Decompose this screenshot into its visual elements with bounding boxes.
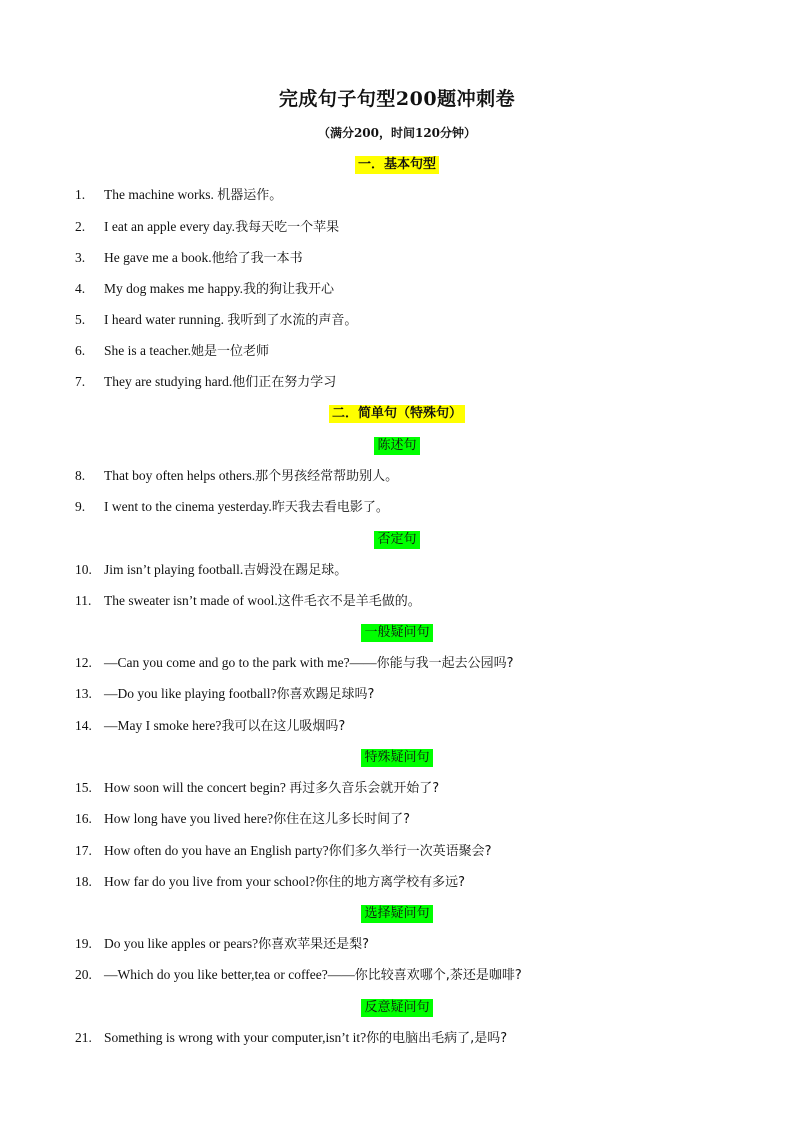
item-number: 2. [75, 219, 86, 234]
section-heading-label: 一．基本句型 [355, 156, 439, 174]
item-number: 3. [75, 250, 86, 265]
item-english: They are studying hard. [104, 374, 233, 389]
item-number: 7. [75, 374, 86, 389]
item-chinese: 机器运作。 [217, 188, 283, 203]
item-number: 16. [75, 811, 92, 826]
item-chinese: 再过多久音乐会就开始了? [289, 781, 440, 796]
item-english: Jim isn’t playing football. [104, 562, 244, 577]
list-item [0, 1028, 794, 1048]
item-english: I went to the cinema yesterday. [104, 499, 272, 514]
list-item [0, 279, 794, 299]
item-number: 9. [75, 499, 86, 514]
list-item [0, 497, 794, 517]
item-english: I heard water running. [104, 312, 224, 327]
item-english: She is a teacher. [104, 343, 191, 358]
item-number: 19. [75, 936, 92, 951]
item-chinese: 你比较喜欢哪个,茶还是咖啡? [354, 968, 522, 983]
item-chinese: 你住在这儿多长时间了? [273, 812, 410, 827]
item-number: 13. [75, 686, 92, 701]
list-item [0, 965, 794, 985]
item-number: 12. [75, 655, 92, 670]
item-number: 1. [75, 187, 86, 202]
item-number: 14. [75, 718, 92, 733]
item-chinese: 你们多久举行一次英语聚会? [328, 844, 492, 859]
list-item [0, 872, 794, 892]
item-number: 10. [75, 562, 92, 577]
subheading-label: 特殊疑问句 [361, 749, 432, 767]
item-number: 18. [75, 874, 92, 889]
list-item [0, 591, 794, 611]
list-item [0, 841, 794, 861]
item-chinese: 你的电脑出毛病了,是吗? [366, 1031, 508, 1046]
item-number: 20. [75, 967, 92, 982]
item-english: How soon will the concert begin? [104, 780, 286, 795]
list-item [0, 716, 794, 736]
item-chinese: 我的狗让我开心 [242, 282, 334, 297]
list-item [0, 185, 794, 205]
item-english: He gave me a book. [104, 250, 212, 265]
list-item [0, 653, 794, 673]
subheading-label: 一般疑问句 [361, 624, 432, 642]
item-chinese: 我每天吃一个苹果 [235, 220, 340, 235]
page-subtitle: （满分200，时间120分钟） [317, 126, 477, 140]
subheading-wh-question [0, 748, 794, 767]
list-item [0, 310, 794, 330]
subheading-label: 选择疑问句 [361, 905, 432, 923]
item-chinese: 吉姆没在踢足球。 [243, 563, 348, 578]
page-title: 完成句子句型200题冲刺卷 [278, 88, 516, 110]
item-english: How often do you have an English party? [104, 843, 329, 858]
section-heading-label: 二．简单句（特殊句） [329, 405, 465, 423]
list-item [0, 809, 794, 829]
item-chinese: 昨天我去看电影了。 [271, 500, 389, 515]
item-english: —Can you come and go to the park with me?—— [104, 655, 377, 670]
list-item [0, 248, 794, 268]
subheading-declarative [0, 436, 794, 455]
item-english: My dog makes me happy. [104, 281, 243, 296]
item-chinese: 他给了我一本书 [211, 251, 303, 266]
item-number: 11. [75, 593, 92, 608]
list-item [0, 560, 794, 580]
item-chinese: 那个男孩经常帮助别人。 [255, 469, 399, 484]
list-item [0, 372, 794, 392]
item-number: 4. [75, 281, 86, 296]
item-english: The sweater isn’t made of wool. [104, 593, 278, 608]
item-chinese: 你能与我一起去公园吗? [376, 656, 514, 671]
item-english: How far do you live from your school? [104, 874, 316, 889]
subheading-tag-question [0, 998, 794, 1017]
item-number: 15. [75, 780, 92, 795]
item-number: 8. [75, 468, 86, 483]
list-item [0, 217, 794, 237]
list-item [0, 341, 794, 361]
item-chinese: 他们正在努力学习 [232, 375, 337, 390]
section-heading-simple-sentence [0, 404, 794, 423]
item-english: Do you like apples or pears? [104, 936, 259, 951]
item-chinese: 我听到了水流的声音。 [227, 313, 358, 328]
item-chinese: 她是一位老师 [190, 344, 269, 359]
item-chinese: 这件毛衣不是羊毛做的。 [277, 594, 421, 609]
item-english: I eat an apple every day. [104, 219, 236, 234]
item-number: 21. [75, 1030, 92, 1045]
list-item [0, 934, 794, 954]
item-chinese: 你住的地方离学校有多远? [315, 875, 465, 890]
item-english: —Which do you like better,tea or coffee?—— [104, 967, 355, 982]
item-number: 6. [75, 343, 86, 358]
list-item [0, 684, 794, 704]
item-number: 5. [75, 312, 86, 327]
item-english: Something is wrong with your computer,isn’t it? [104, 1030, 367, 1045]
subheading-label: 反意疑问句 [361, 999, 432, 1017]
list-item [0, 778, 794, 798]
item-number: 17. [75, 843, 92, 858]
item-english: The machine works. [104, 187, 214, 202]
list-item [0, 466, 794, 486]
item-english: That boy often helps others. [104, 468, 256, 483]
item-chinese: 你喜欢踢足球吗? [276, 687, 375, 702]
subheading-label: 否定句 [374, 531, 419, 549]
item-chinese: 你喜欢苹果还是梨? [258, 937, 369, 952]
subheading-negative [0, 530, 794, 549]
section-heading-basic [0, 155, 794, 174]
item-english: How long have you lived here? [104, 811, 274, 826]
item-chinese: 我可以在这儿吸烟吗? [221, 719, 346, 734]
item-english: —May I smoke here? [104, 718, 222, 733]
item-english: —Do you like playing football? [104, 686, 277, 701]
subheading-label: 陈述句 [374, 437, 419, 455]
subheading-yes-no-question [0, 623, 794, 642]
subheading-alternative-question [0, 904, 794, 923]
